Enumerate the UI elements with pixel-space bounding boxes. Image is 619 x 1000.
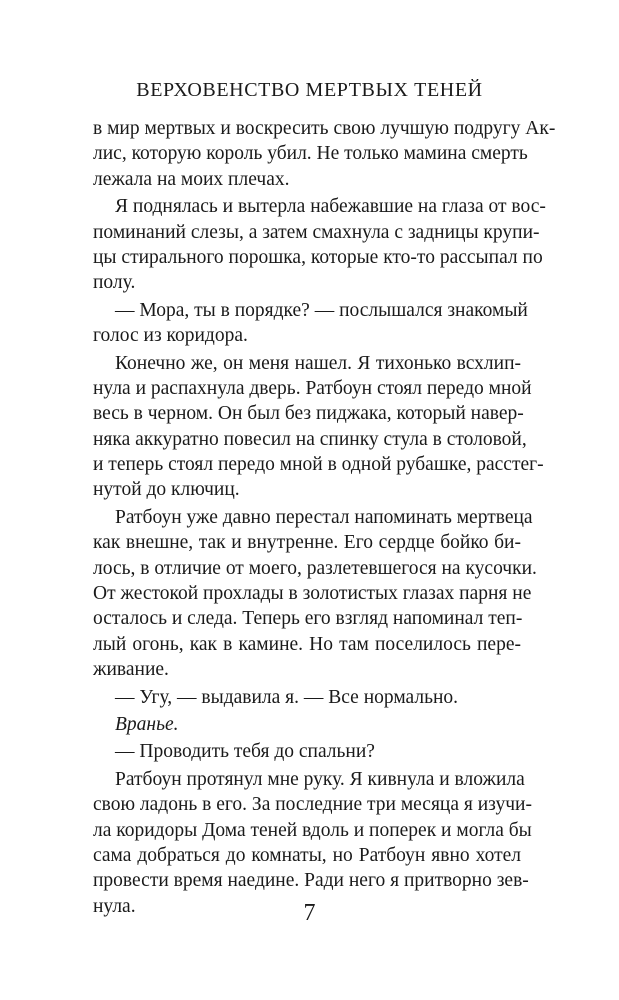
text-line: лось, в отличие от моего, разлетевшегося на кусочки. bbox=[93, 557, 537, 579]
running-head: ВЕРХОВЕНСТВО МЕРТВЫХ ТЕНЕЙ bbox=[136, 79, 483, 101]
text-line: лежала на моих плечах. bbox=[93, 168, 290, 190]
text-line: весь в черном. Он был без пиджака, который навер- bbox=[93, 403, 524, 425]
text-line: в мир мертвых и воскресить свою лучшую подругу Ак- bbox=[93, 118, 556, 139]
text-line: Ратбоун уже давно перестал напоминать мертвеца bbox=[115, 506, 533, 528]
text-line: живание. bbox=[93, 659, 169, 681]
paragraph bbox=[93, 685, 521, 710]
body-text bbox=[93, 116, 556, 919]
text-line: голос из коридора. bbox=[93, 325, 248, 347]
text-line: цы стирального порошка, которые кто-то рассыпал по bbox=[93, 246, 543, 268]
paragraph bbox=[93, 712, 521, 737]
text-line: лис, которую король убил. Не только мамина смерть bbox=[93, 143, 528, 165]
text-line: Я поднялась и вытерла набежавшие на глаза от вос- bbox=[115, 196, 546, 218]
text-line: поминаний слезы, а затем смахнула с задницы крупи- bbox=[93, 221, 540, 243]
text-line: няка аккуратно повесил на спинку стула в столовой, bbox=[93, 428, 527, 450]
paragraph bbox=[93, 505, 537, 683]
text-line: Конечно же, он меня нашел. Я тихонько всхлип- bbox=[115, 352, 521, 374]
page-number: 7 bbox=[303, 900, 316, 926]
text-line: От жестокой прохлады в золотистых глазах парня не bbox=[93, 583, 532, 605]
text-line: провести время наедине. Ради него я притворно зев- bbox=[93, 870, 529, 892]
text-line: нутой до ключиц. bbox=[93, 479, 240, 501]
text-line: нула и распахнула дверь. Ратбоун стоял передо мной bbox=[93, 377, 532, 399]
text-line: ла коридоры Дома теней вдоль и поперек и могла бы bbox=[93, 819, 532, 841]
text-line: и теперь стоял передо мной в одной рубашке, расстег- bbox=[93, 454, 544, 476]
text-line: Ратбоун протянул мне руку. Я кивнула и вложила bbox=[115, 768, 525, 790]
text-line: нула. bbox=[93, 895, 136, 917]
paragraph bbox=[93, 194, 546, 296]
text-line: — Мора, ты в порядке? — послышался знакомый bbox=[115, 299, 528, 321]
text-line: — Проводить тебя до спальни? bbox=[115, 741, 375, 763]
paragraph bbox=[93, 739, 521, 764]
text-line: Вранье. bbox=[115, 713, 179, 735]
text-line: — Угу, — выдавила я. — Все нормально. bbox=[115, 686, 459, 708]
paragraph bbox=[93, 298, 528, 349]
text-line: лый огонь, как в камине. Но там поселилось пере- bbox=[93, 633, 521, 655]
text-line: сама добраться до комнаты, но Ратбоун явно хотел bbox=[93, 844, 521, 866]
paragraph bbox=[93, 351, 544, 503]
paragraph bbox=[93, 767, 532, 919]
text-line: полу. bbox=[93, 272, 136, 294]
paragraph bbox=[93, 116, 556, 192]
text-line: осталось и следа. Теперь его взгляд напоминал теп- bbox=[93, 608, 523, 630]
text-line: свою ладонь в его. За последние три месяца я изучи- bbox=[93, 794, 532, 816]
text-line: как внешне, так и внутренне. Его сердце бойко би- bbox=[93, 532, 521, 554]
